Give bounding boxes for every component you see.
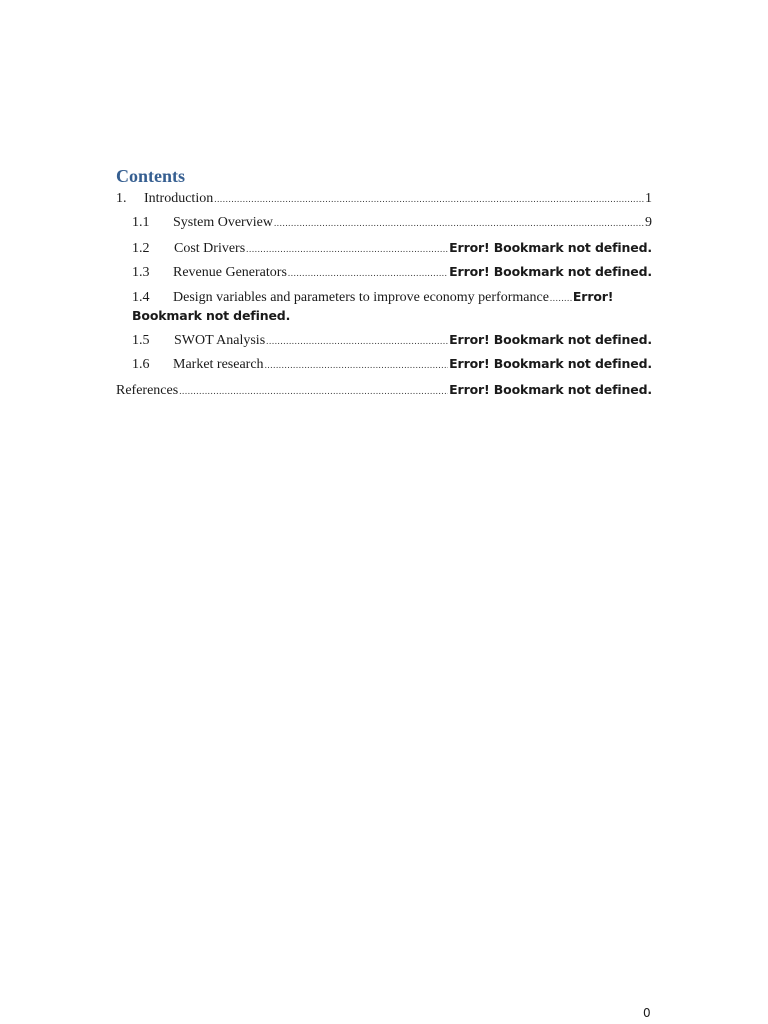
toc-entry-design-variables[interactable] <box>132 288 652 307</box>
toc-entry-system-overview[interactable] <box>132 214 652 232</box>
page-number: 0 <box>643 1006 651 1020</box>
toc-leader-dots <box>266 332 448 350</box>
toc-entry-label: Market research <box>173 357 264 372</box>
toc-leader-dots <box>246 240 448 258</box>
toc-entry-number: 1.2 <box>132 241 150 256</box>
toc-entry-number: 1.5 <box>132 333 150 348</box>
toc-entry-page-error: Error! Bookmark not defined. <box>449 356 652 371</box>
toc-leader-dots <box>179 382 448 400</box>
toc-entry-number: 1. <box>116 191 127 206</box>
toc-entry-label: Revenue Generators <box>173 265 287 280</box>
toc-entry-cost-drivers[interactable] <box>132 239 652 258</box>
toc-entry-revenue-generators[interactable] <box>132 263 652 282</box>
toc-entry-references[interactable] <box>116 381 652 400</box>
toc-entry-introduction[interactable] <box>116 190 652 208</box>
toc-leader-dots <box>288 264 448 282</box>
toc-entry-number: 1.4 <box>132 290 150 305</box>
toc-leader-dots <box>550 289 572 307</box>
toc-entry-number: 1.3 <box>132 265 150 280</box>
toc-title: Contents <box>116 166 186 186</box>
toc-entry-page-error: Error! Bookmark not defined. <box>449 264 652 279</box>
toc-entry-page-error: Error! Bookmark not defined. <box>449 240 652 255</box>
toc-entry-label: Cost Drivers <box>174 241 246 256</box>
toc-leader-dots <box>214 190 644 208</box>
toc-leader-dots <box>265 356 449 374</box>
toc-entry-market-research[interactable] <box>132 355 652 374</box>
toc-entry-swot-analysis[interactable] <box>132 331 652 350</box>
toc-entry-page-error: Error! Bookmark not defined. <box>449 382 652 397</box>
toc-entry-page-error-continued: Bookmark not defined. <box>132 308 291 323</box>
toc-entry-label: References <box>116 383 179 398</box>
toc-entry-page-error: Error! <box>572 289 614 304</box>
toc-entry-page: 9 <box>645 215 652 230</box>
toc-entry-page: 1 <box>645 191 652 206</box>
toc-entry-label: System Overview <box>173 215 273 230</box>
toc-entry-label: Design variables and parameters to improve economy performance <box>173 290 549 305</box>
toc-entry-label: SWOT Analysis <box>174 333 266 348</box>
toc-leader-dots <box>274 214 644 232</box>
toc-entry-page-error: Error! Bookmark not defined. <box>449 332 652 347</box>
toc-entry-number: 1.1 <box>132 215 150 230</box>
toc-entry-label: Introduction <box>144 191 214 206</box>
toc-entry-number: 1.6 <box>132 357 150 372</box>
